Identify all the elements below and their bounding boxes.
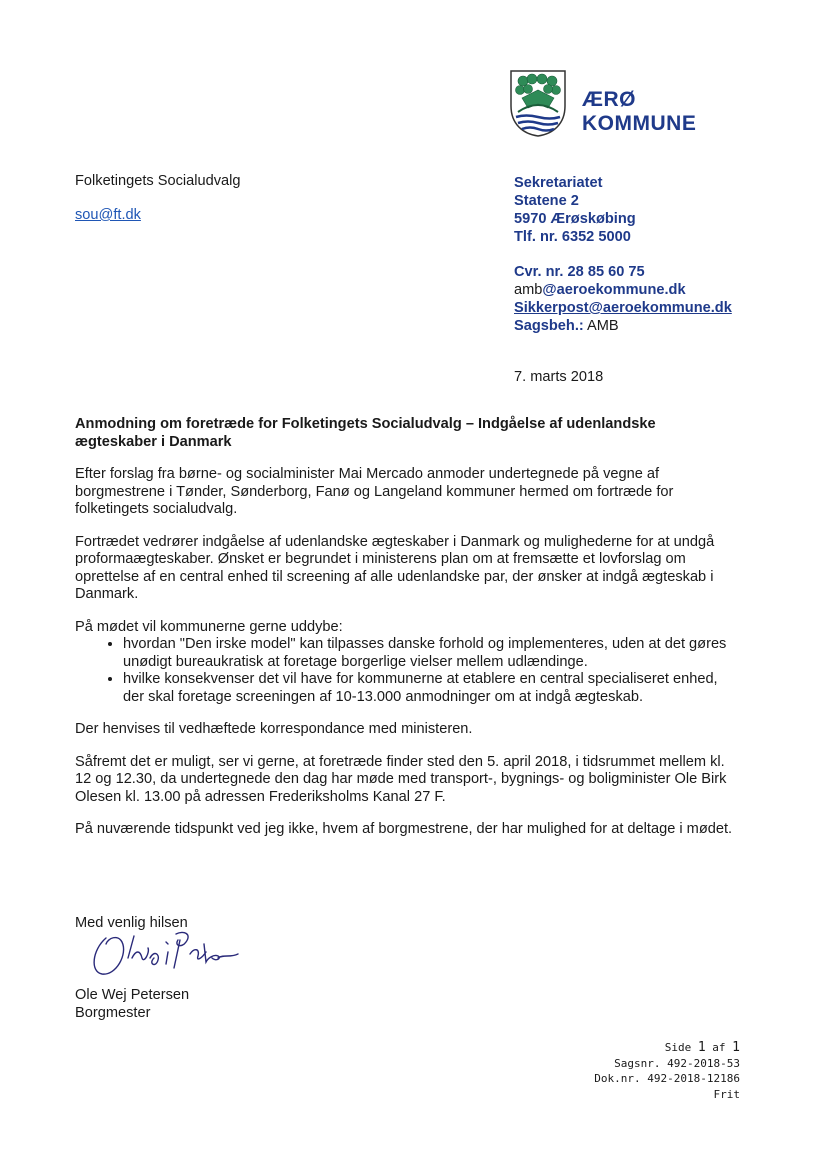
classification: Frit — [713, 1087, 740, 1101]
body-paragraph: Efter forslag fra børne- og socialminister Mai Mercado anmoder undertegnede på vegne af borgmestrene i Tønder, Sønderborg, Fanø og Langeland kommuner hermed om fortræde for folketingets socialudvalg. — [75, 466, 674, 517]
letter-date: 7. marts 2018 — [514, 369, 604, 385]
signer-title: Borgmester — [75, 1005, 151, 1021]
brand-line-2: KOMMUNE — [582, 112, 697, 135]
caseworker-line — [514, 317, 732, 335]
page-of: af — [712, 1041, 726, 1054]
sender-email-prefix: amb — [514, 282, 543, 298]
recipient-name: Folketingets Socialudvalg — [75, 173, 241, 189]
sender-block — [514, 174, 732, 335]
handwritten-signature — [88, 928, 248, 982]
signer-name: Ole Wej Petersen — [75, 987, 190, 1003]
sender-cvr: Cvr. nr. 28 85 60 75 — [514, 264, 645, 280]
document-number: Dok.nr. 492-2018-12186 — [594, 1072, 740, 1085]
page-total: 1 — [732, 1040, 740, 1055]
page-label: Side — [664, 1041, 692, 1054]
secure-email-link[interactable]: Sikkerpost@aeroekommune.dk — [514, 300, 732, 316]
body-paragraph: På nuværende tidspunkt ved jeg ikke, hvem af borgmestrene, der har mulighed for at deltage i mødet. — [75, 821, 733, 837]
sender-email-domain: @aeroekommune.dk — [542, 282, 686, 298]
letter-subject: Anmodning om foretræde for Folketingets Socialudvalg – Indgåelse af udenlandske ægteskaber i Danmark — [75, 416, 656, 450]
body-paragraph: Fortrædet vedrører indgåelse af udenlandske ægteskaber i Danmark og mulighederne for at undgå proformaægteskaber. Ønsket er begrundet i ministerens plan om at fremsætte et lovforslag om oprettelse af en central enhed til screening af alle udenlandske par, der ønsker at indgå ægteskab i Danmark. — [75, 533, 715, 602]
page-number: 1 — [697, 1040, 706, 1055]
caseworker-value: AMB — [583, 318, 619, 334]
list-intro: På mødet vil kommunerne gerne uddybe: — [75, 618, 343, 635]
document-footer — [594, 1040, 740, 1102]
body-paragraph: Såfremt det er muligt, ser vi gerne, at foretræde finder sted den 5. april 2018, i tidsrummet mellem kl. 12 og 12.30, da undertegnede den dag har møde med transport-, bygnings- og boligminister Ole Birk Olesen kl. 13.00 på adressen Frederiksholms Kanal 27 F. — [75, 753, 727, 805]
aero-coat-of-arms-icon — [508, 68, 568, 138]
body-paragraph: Der henvises til vedhæftede korrespondance med ministeren. — [75, 721, 473, 737]
sender-street: Statene 2 — [514, 193, 579, 209]
bullet-item: • hvilke konsekvenser det vil have for kommunerne at etablere en central specialiseret enhed, der skal foretage screeningen af 10-13.000 anmodninger om at indgå ægteskab. — [123, 671, 741, 706]
sender-phone: Tlf. nr. 6352 5000 — [514, 229, 631, 245]
page-indicator — [594, 1040, 740, 1056]
closing-line: Med venlig hilsen — [75, 915, 188, 931]
case-number: Sagsnr. 492-2018-53 — [614, 1056, 740, 1070]
recipient-email-link[interactable]: sou@ft.dk — [75, 207, 141, 223]
brand-line-1: ÆRØ — [582, 88, 636, 111]
municipality-name — [582, 88, 696, 136]
caseworker-label: Sagsbeh.: — [514, 318, 584, 334]
bullet-item: • hvordan "Den irske model" kan tilpasses danske forhold og implementeres, uden at det gøres unødigt bureaukratisk at foretage borgerlige vielser mellem udlændinge. — [123, 636, 741, 671]
letter-body — [75, 416, 741, 854]
sender-city: 5970 Ærøskøbing — [514, 211, 636, 227]
sender-email[interactable] — [514, 281, 732, 299]
recipient-block — [75, 172, 241, 224]
signer-block — [75, 986, 189, 1022]
bullet-list — [75, 636, 741, 706]
sender-department: Sekretariatet — [514, 175, 603, 191]
